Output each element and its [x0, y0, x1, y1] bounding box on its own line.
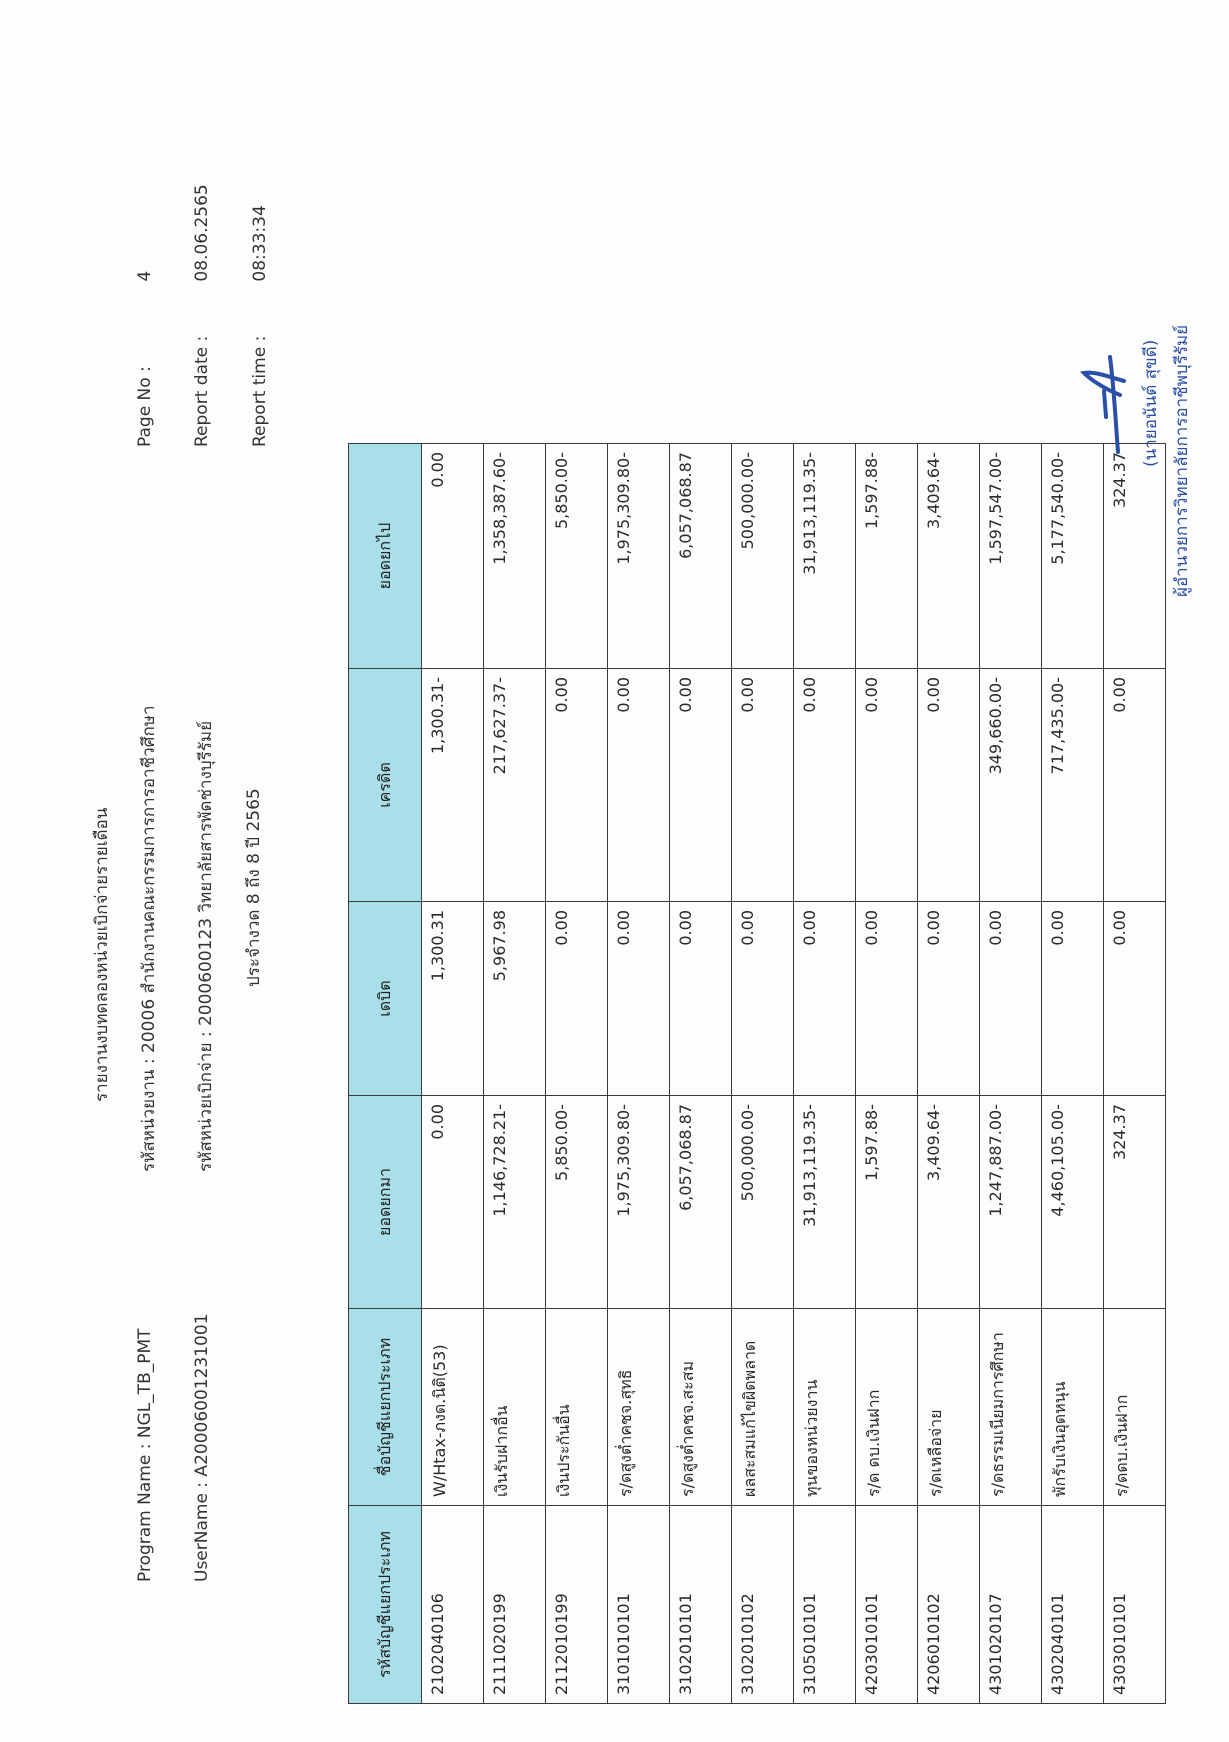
account-code-cell: 2112010199	[546, 1506, 608, 1704]
table-row	[856, 444, 918, 1704]
report-date-label: Report date :	[192, 335, 212, 447]
opening-balance-cell: 1,597.88-	[856, 1096, 918, 1309]
trial-balance-table	[348, 443, 1166, 1704]
signer-position: ผู้อำนวยการวิทยาลัยการอาชีพบุรีรัมย์	[1172, 324, 1192, 597]
closing-balance-cell: 324.37	[1104, 444, 1166, 669]
table-row	[546, 444, 608, 1704]
table-row	[484, 444, 546, 1704]
opening-balance-cell: 3,409.64-	[918, 1096, 980, 1309]
account-name-cell: ร/ด ดบ.เงินฝาก	[856, 1309, 918, 1506]
report-date-value: 08.06.2565	[192, 184, 212, 282]
opening-balance-cell: 31,913,119.35-	[794, 1096, 856, 1309]
opening-balance-cell: 1,247,887.00-	[980, 1096, 1042, 1309]
account-code-cell: 4203010101	[856, 1506, 918, 1704]
table-row	[980, 444, 1042, 1704]
table-row	[1104, 444, 1166, 1704]
table-row	[794, 444, 856, 1704]
account-name-cell: ทุนของหน่วยงาน	[794, 1309, 856, 1506]
closing-balance-cell: 500,000.00-	[732, 444, 794, 669]
report-period: ประจำงวด 8 ถึง 8 ปี 2565	[244, 788, 264, 987]
column-header: เดบิต	[349, 902, 422, 1096]
credit-cell: 0.00	[1104, 669, 1166, 902]
account-code-cell: 4206010102	[918, 1506, 980, 1704]
closing-balance-cell: 3,409.64-	[918, 444, 980, 669]
credit-cell: 0.00	[546, 669, 608, 902]
credit-cell: 717,435.00-	[1042, 669, 1104, 902]
account-code-cell: 4301020107	[980, 1506, 1042, 1704]
page-no-label: Page No :	[135, 366, 155, 447]
account-name-cell: ร/ดสูงต่ำคชจ.สุทธิ	[608, 1309, 670, 1506]
account-code-cell: 2102040106	[422, 1506, 484, 1704]
debit-cell: 0.00	[732, 902, 794, 1096]
credit-cell: 0.00	[856, 669, 918, 902]
opening-balance-cell: 1,975,309.80-	[608, 1096, 670, 1309]
opening-balance-cell: 4,460,105.00-	[1042, 1096, 1104, 1309]
closing-balance-cell: 5,850.00-	[546, 444, 608, 669]
credit-cell: 0.00	[918, 669, 980, 902]
credit-cell: 0.00	[732, 669, 794, 902]
account-name-cell: ร/ดดบ.เงินฝาก	[1104, 1309, 1166, 1506]
closing-balance-cell: 1,358,387.60-	[484, 444, 546, 669]
table-row	[918, 444, 980, 1704]
table-header-row	[349, 444, 422, 1704]
column-header: ยอดยกมา	[349, 1096, 422, 1309]
debit-cell: 0.00	[608, 902, 670, 1096]
opening-balance-cell: 6,057,068.87	[670, 1096, 732, 1309]
debit-cell: 0.00	[1042, 902, 1104, 1096]
debit-cell: 0.00	[856, 902, 918, 1096]
column-header: ยอดยกไป	[349, 444, 422, 669]
debit-cell: 1,300.31	[422, 902, 484, 1096]
closing-balance-cell: 1,597,547.00-	[980, 444, 1042, 669]
program-name: Program Name : NGL_TB_PMT	[135, 1328, 155, 1582]
debit-cell: 5,967.98	[484, 902, 546, 1096]
report-time-label: Report time :	[250, 335, 270, 447]
table-row	[732, 444, 794, 1704]
page-no-value: 4	[135, 270, 155, 282]
closing-balance-cell: 5,177,540.00-	[1042, 444, 1104, 669]
column-header: ชื่อบัญชีแยกประเภท	[349, 1309, 422, 1506]
debit-cell: 0.00	[670, 902, 732, 1096]
account-name-cell: ร/ดธรรมเนียมการศึกษา	[980, 1309, 1042, 1506]
opening-balance-cell: 0.00	[422, 1096, 484, 1309]
agency-code: รหัสหน่วยงาน : 20006 สำนักงานคณะกรรมการการอาชีวศึกษา	[139, 705, 159, 1172]
credit-cell: 0.00	[608, 669, 670, 902]
account-code-cell: 3101010101	[608, 1506, 670, 1704]
credit-cell: 349,660.00-	[980, 669, 1042, 902]
debit-cell: 0.00	[546, 902, 608, 1096]
report-time	[250, 205, 270, 447]
account-name-cell: W/Htax-ภงด.นิติ(53)	[422, 1309, 484, 1506]
account-code-cell: 3102010102	[732, 1506, 794, 1704]
signature-mark	[1080, 327, 1130, 457]
opening-balance-cell: 1,146,728.21-	[484, 1096, 546, 1309]
credit-cell: 0.00	[670, 669, 732, 902]
report-time-value: 08:33:34	[250, 205, 270, 282]
signer-name: (นายอนันต์ สุขดี)	[1141, 339, 1161, 467]
debit-cell: 0.00	[980, 902, 1042, 1096]
account-name-cell: เงินรับฝากอื่น	[484, 1309, 546, 1506]
account-name-cell: พักรับเงินอุดหนุน	[1042, 1309, 1104, 1506]
disbursing-unit-code: รหัสหน่วยเบิกจ่าย : 2000600123 วิทยาลัยสารพัดช่างบุรีรัมย์	[196, 720, 216, 1172]
table-row	[1042, 444, 1104, 1704]
closing-balance-cell: 31,913,119.35-	[794, 444, 856, 669]
account-name-cell: ร/ดเหลือจ่าย	[918, 1309, 980, 1506]
opening-balance-cell: 5,850.00-	[546, 1096, 608, 1309]
page-no	[135, 162, 155, 447]
credit-cell: 0.00	[794, 669, 856, 902]
account-code-cell: 4302040101	[1042, 1506, 1104, 1704]
account-code-cell: 3102010101	[670, 1506, 732, 1704]
closing-balance-cell: 6,057,068.87	[670, 444, 732, 669]
debit-cell: 0.00	[794, 902, 856, 1096]
table-row	[422, 444, 484, 1704]
closing-balance-cell: 1,597.88-	[856, 444, 918, 669]
account-name-cell: ผลสะสมแก้ไขผิดพลาด	[732, 1309, 794, 1506]
credit-cell: 217,627.37-	[484, 669, 546, 902]
closing-balance-cell: 1,975,309.80-	[608, 444, 670, 669]
debit-cell: 0.00	[1104, 902, 1166, 1096]
debit-cell: 0.00	[918, 902, 980, 1096]
account-name-cell: ร/ดสูงต่ำคชจ.สะสม	[670, 1309, 732, 1506]
report-date	[192, 184, 212, 447]
credit-cell: 1,300.31-	[422, 669, 484, 902]
closing-balance-cell: 0.00	[422, 444, 484, 669]
opening-balance-cell: 500,000.00-	[732, 1096, 794, 1309]
table-body	[422, 444, 1166, 1704]
account-name-cell: เงินประกันอื่น	[546, 1309, 608, 1506]
opening-balance-cell: 324.37	[1104, 1096, 1166, 1309]
account-code-cell: 4303010101	[1104, 1506, 1166, 1704]
column-header: รหัสบัญชีแยกประเภท	[349, 1506, 422, 1704]
table-row	[670, 444, 732, 1704]
account-code-cell: 3105010101	[794, 1506, 856, 1704]
table-row	[608, 444, 670, 1704]
account-code-cell: 2111020199	[484, 1506, 546, 1704]
column-header: เครดิต	[349, 669, 422, 902]
report-title: รายงานงบทดลองหน่วยเบิกจ่ายรายเดือน	[92, 807, 112, 1102]
user-name: UserName : A20006001231001	[192, 1313, 212, 1582]
